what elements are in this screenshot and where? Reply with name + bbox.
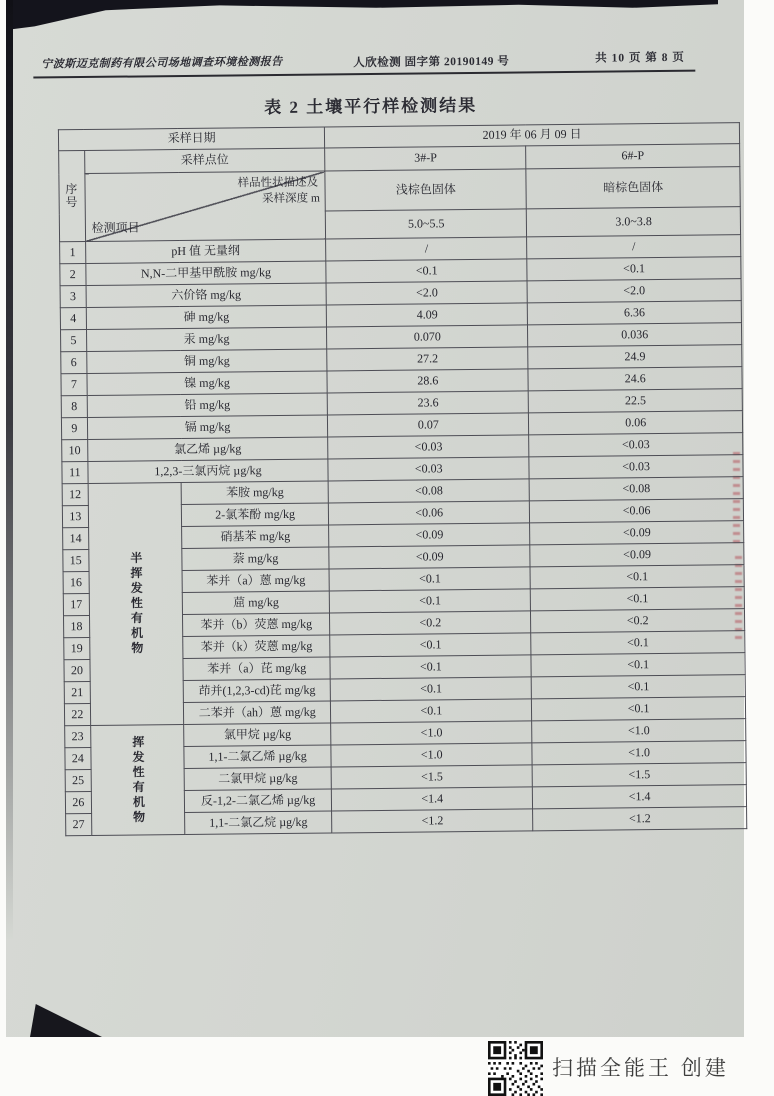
row-no-cell: 9 bbox=[61, 418, 87, 440]
item-cell: 反-1,2-二氯乙烯 µg/kg bbox=[184, 789, 332, 813]
item-cell: 苯并（b）荧蒽 mg/kg bbox=[183, 613, 331, 637]
diagonal-bottom-label: 检测项目 bbox=[91, 220, 140, 235]
item-cell: 茚并(1,2,3-cd)芘 mg/kg bbox=[183, 679, 331, 703]
value-cell-6p: <1.5 bbox=[532, 763, 746, 787]
row-no-cell: 26 bbox=[65, 791, 91, 813]
value-cell-6p: <0.09 bbox=[530, 543, 744, 567]
value-cell-6p: <0.1 bbox=[532, 697, 746, 721]
value-cell-3p: <0.08 bbox=[328, 479, 529, 503]
value-cell-6p: 24.9 bbox=[528, 345, 742, 369]
item-cell: pH 值 无量纲 bbox=[85, 239, 326, 264]
row-no-cell: 15 bbox=[63, 550, 89, 572]
item-cell: 苯并（k）荧蒽 mg/kg bbox=[183, 635, 331, 659]
row-no-cell: 13 bbox=[62, 506, 88, 528]
value-cell-6p: <0.1 bbox=[527, 257, 741, 281]
row-no-cell: 12 bbox=[62, 484, 88, 506]
value-cell-3p: <1.0 bbox=[331, 743, 532, 767]
item-cell: 2-氯苯酚 mg/kg bbox=[181, 503, 329, 527]
row-no-cell: 5 bbox=[61, 330, 87, 352]
value-cell-6p: <0.1 bbox=[531, 631, 745, 655]
item-cell: N,N-二甲基甲酰胺 mg/kg bbox=[86, 261, 327, 286]
value-cell-3p: <2.0 bbox=[326, 281, 527, 305]
camscanner-watermark: 扫描全能王 创建 bbox=[552, 1057, 729, 1080]
row-no-cell: 18 bbox=[64, 615, 90, 637]
value-cell-3p: <1.0 bbox=[331, 721, 532, 745]
row-no-cell: 4 bbox=[60, 308, 86, 330]
value-cell-3p: <0.1 bbox=[330, 633, 531, 657]
row-no-cell: 23 bbox=[65, 725, 91, 747]
row-no-cell: 3 bbox=[60, 286, 86, 308]
item-cell: 六价铬 mg/kg bbox=[86, 283, 327, 308]
value-cell-3p: <0.1 bbox=[326, 259, 527, 283]
value-cell-3p: <1.2 bbox=[332, 809, 533, 833]
row-no-cell: 16 bbox=[63, 572, 89, 594]
item-cell: 砷 mg/kg bbox=[86, 305, 327, 330]
value-cell-3p: <0.1 bbox=[330, 677, 531, 701]
item-cell: 1,1-二氯乙烯 µg/kg bbox=[184, 745, 332, 769]
table-header bbox=[58, 123, 740, 242]
soil-results-table bbox=[58, 122, 747, 836]
value-cell-6p: <0.03 bbox=[529, 433, 743, 457]
value-cell-3p: <1.4 bbox=[332, 787, 533, 811]
scan-footer bbox=[0, 1038, 774, 1095]
row-no-cell: 7 bbox=[61, 374, 87, 396]
item-cell: 䓛 mg/kg bbox=[182, 591, 330, 615]
row-no-cell: 2 bbox=[60, 264, 86, 286]
value-cell-6p: <0.09 bbox=[530, 521, 744, 545]
group-label-cell: 挥发性有机物 bbox=[90, 725, 184, 836]
value-cell-3p: <0.1 bbox=[330, 655, 531, 679]
item-cell: 铜 mg/kg bbox=[86, 349, 327, 374]
value-cell-6p: <0.1 bbox=[531, 675, 745, 699]
row-no-cell: 20 bbox=[64, 659, 90, 681]
value-cell-3p: 28.6 bbox=[327, 369, 528, 393]
value-cell-3p: 0.07 bbox=[328, 413, 529, 437]
value-cell-3p: <0.1 bbox=[330, 589, 531, 613]
value-cell-6p: 0.036 bbox=[528, 323, 742, 347]
sampling-date-value: 2019 年 06 月 09 日 bbox=[325, 123, 740, 148]
row-no-cell: 19 bbox=[64, 637, 90, 659]
value-cell-3p: / bbox=[326, 237, 527, 261]
item-cell: 氯甲烷 µg/kg bbox=[184, 723, 332, 747]
value-cell-3p: 23.6 bbox=[327, 391, 528, 415]
value-cell-3p: <0.1 bbox=[331, 699, 532, 723]
value-cell-6p: <0.2 bbox=[531, 609, 745, 633]
item-cell: 镉 mg/kg bbox=[87, 415, 328, 440]
row-no-cell: 22 bbox=[64, 703, 90, 725]
qr-code-icon bbox=[488, 1041, 543, 1096]
item-cell: 汞 mg/kg bbox=[86, 327, 327, 352]
depth-6p: 3.0~3.8 bbox=[527, 207, 741, 237]
group-label-cell: 半挥发性有机物 bbox=[88, 483, 184, 726]
page-number: 共 10 页 第 8 页 bbox=[595, 51, 685, 65]
item-cell: 苯胺 mg/kg bbox=[181, 481, 329, 505]
item-cell: 苯并（a）芘 mg/kg bbox=[183, 657, 331, 681]
row-no-cell: 25 bbox=[65, 769, 91, 791]
table-title: 表 2 土壤平行样检测结果 bbox=[264, 95, 478, 118]
value-cell-3p: 0.070 bbox=[327, 325, 528, 349]
report-number: 人欣检测 固字第 20190149 号 bbox=[353, 55, 510, 70]
value-cell-6p: <0.1 bbox=[531, 653, 745, 677]
value-cell-3p: <0.03 bbox=[328, 435, 529, 459]
sampling-point-label: 采样点位 bbox=[84, 148, 325, 174]
value-cell-6p: 22.5 bbox=[528, 389, 742, 413]
value-cell-6p: <1.2 bbox=[533, 807, 747, 831]
value-cell-6p: / bbox=[527, 235, 741, 259]
value-cell-6p: <0.08 bbox=[529, 477, 743, 501]
value-cell-6p: <2.0 bbox=[527, 279, 741, 303]
value-cell-3p: <0.2 bbox=[330, 611, 531, 635]
value-cell-3p: <0.1 bbox=[329, 567, 530, 591]
diagonal-top-label bbox=[236, 175, 320, 208]
point-3p: 3#-P bbox=[325, 146, 526, 171]
diagonal-line2: 采样深度 m bbox=[262, 192, 321, 206]
value-cell-6p: 0.06 bbox=[529, 411, 743, 435]
value-cell-6p: 24.6 bbox=[528, 367, 742, 391]
value-cell-6p: <0.1 bbox=[531, 587, 745, 611]
item-cell: 苯并（a）蒽 mg/kg bbox=[182, 569, 330, 593]
appearance-3p: 浅棕色固体 bbox=[325, 169, 526, 211]
item-cell: 二氯甲烷 µg/kg bbox=[184, 767, 332, 791]
depth-3p: 5.0~5.5 bbox=[326, 209, 527, 239]
item-cell: 硝基苯 mg/kg bbox=[182, 525, 330, 549]
point-6p: 6#-P bbox=[526, 144, 740, 169]
value-cell-6p: 6.36 bbox=[528, 301, 742, 325]
value-cell-6p: <0.06 bbox=[530, 499, 744, 523]
row-no-cell: 17 bbox=[63, 593, 89, 615]
table-body bbox=[60, 235, 747, 836]
value-cell-6p: <1.4 bbox=[533, 785, 747, 809]
item-cell: 镍 mg/kg bbox=[87, 371, 328, 396]
report-title-running-head: 宁波斯迈克制药有限公司场地调查环境检测报告 bbox=[41, 55, 283, 71]
diagonal-line1: 样品性状描述及 bbox=[237, 176, 319, 190]
row-no-cell: 24 bbox=[65, 747, 91, 769]
value-cell-6p: <0.1 bbox=[530, 565, 744, 589]
row-no-cell: 8 bbox=[61, 396, 87, 418]
item-cell: 二苯并（ah）蒽 mg/kg bbox=[183, 701, 331, 725]
item-cell: 1,1-二氯乙烷 µg/kg bbox=[185, 811, 333, 835]
row-no-cell: 21 bbox=[64, 681, 90, 703]
value-cell-6p: <1.0 bbox=[532, 719, 746, 743]
document-content bbox=[1, 0, 750, 1041]
value-cell-3p: <0.09 bbox=[329, 523, 530, 547]
serial-number-label: 序号 bbox=[59, 151, 86, 242]
item-cell: 萘 mg/kg bbox=[182, 547, 330, 571]
diagonal-header-cell bbox=[85, 171, 326, 242]
item-cell: 1,2,3-三氯丙烷 µg/kg bbox=[88, 459, 329, 484]
item-cell: 氯乙烯 µg/kg bbox=[87, 437, 328, 462]
value-cell-3p: 4.09 bbox=[327, 303, 528, 327]
row-no-cell: 11 bbox=[62, 462, 88, 484]
value-cell-3p: <0.03 bbox=[328, 457, 529, 481]
header-rule bbox=[33, 70, 695, 79]
value-cell-6p: <0.03 bbox=[529, 455, 743, 479]
row-no-cell: 27 bbox=[66, 813, 92, 835]
value-cell-6p: <1.0 bbox=[532, 741, 746, 765]
row-no-cell: 6 bbox=[61, 352, 87, 374]
scanned-page bbox=[6, 0, 744, 1037]
row-no-cell: 1 bbox=[60, 242, 86, 264]
row-no-cell: 10 bbox=[62, 440, 88, 462]
value-cell-3p: <0.06 bbox=[329, 501, 530, 525]
appearance-6p: 暗棕色固体 bbox=[526, 167, 740, 209]
value-cell-3p: <1.5 bbox=[331, 765, 532, 789]
row-no-cell: 14 bbox=[63, 528, 89, 550]
value-cell-3p: <0.09 bbox=[329, 545, 530, 569]
value-cell-3p: 27.2 bbox=[327, 347, 528, 371]
sampling-date-label: 采样日期 bbox=[58, 127, 325, 151]
item-cell: 铅 mg/kg bbox=[87, 393, 328, 418]
